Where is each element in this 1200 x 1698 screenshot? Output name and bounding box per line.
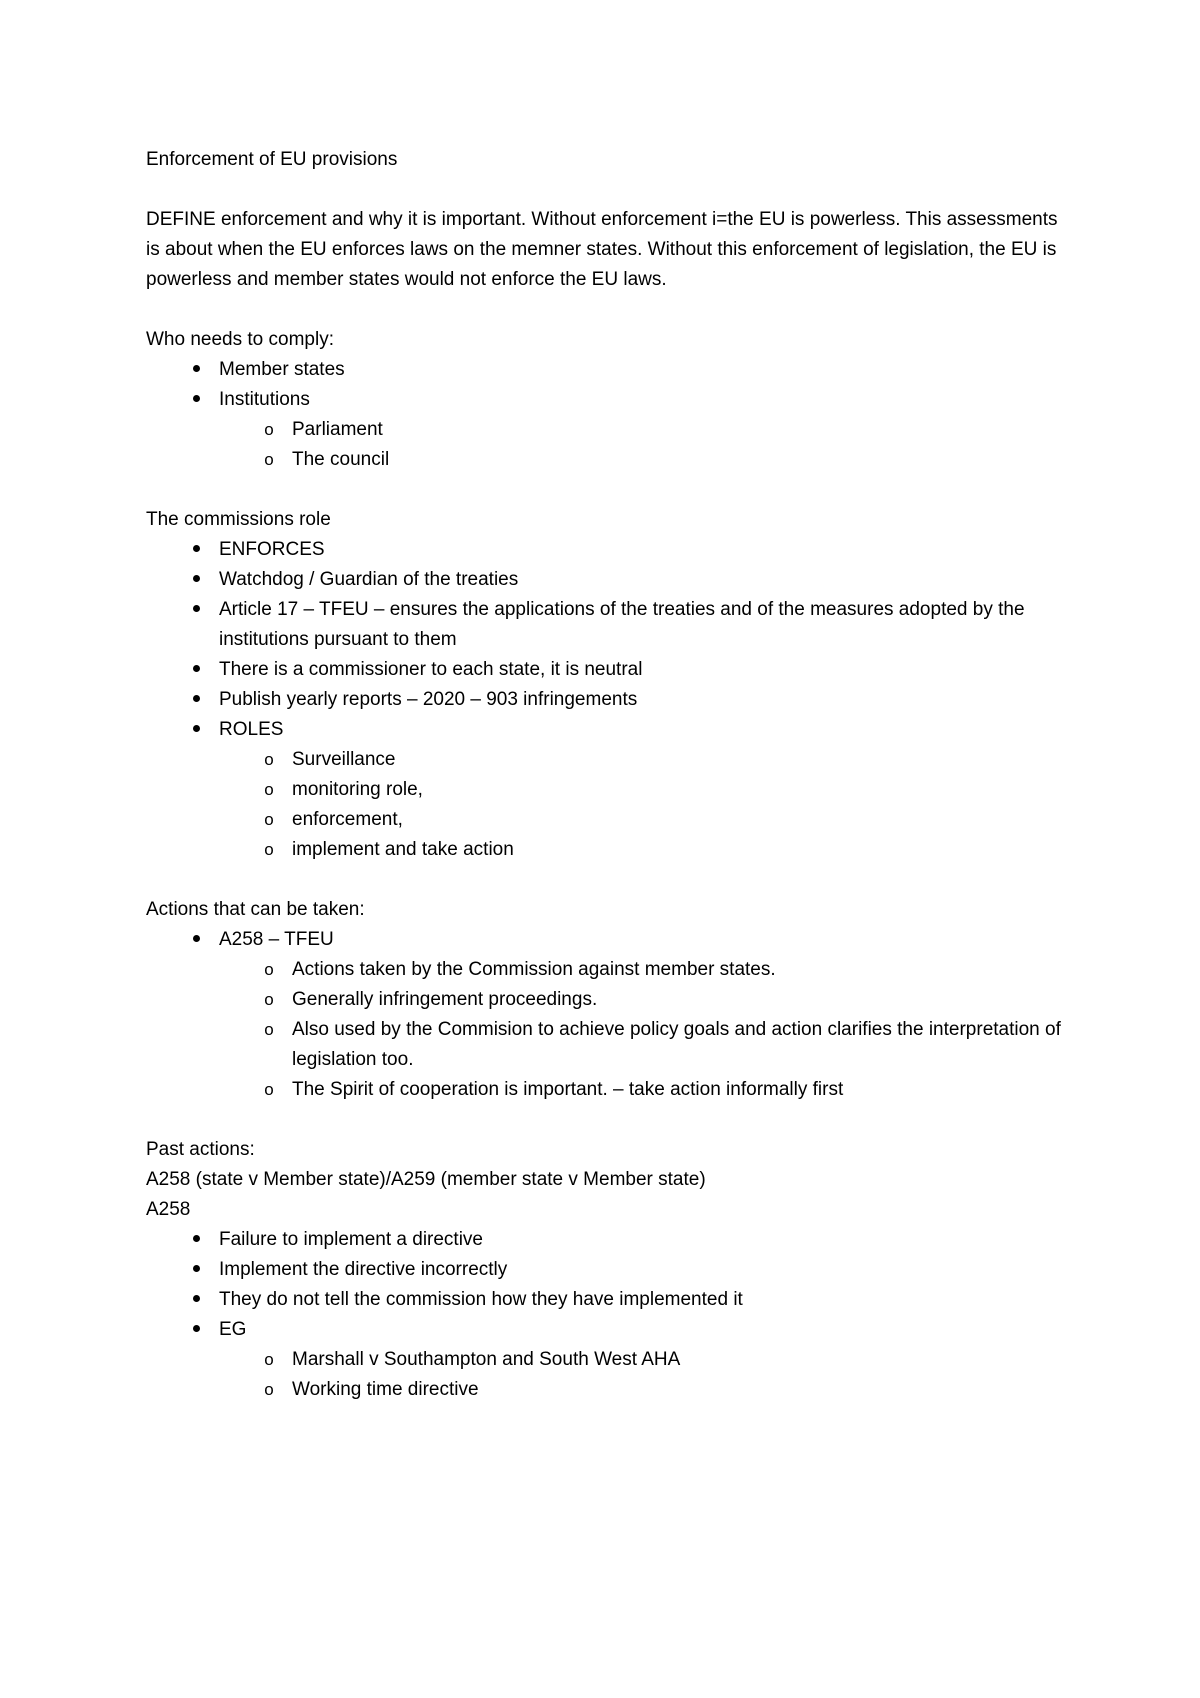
past-line-articles: A258 (state v Member state)/A259 (member state v Member state) [146, 1169, 706, 1190]
sub-list-item-text: Surveillance [292, 749, 396, 770]
sub-list-item-text: monitoring role, [292, 779, 423, 800]
sub-bullet-icon: o [264, 810, 274, 829]
sub-bullet-icon: o [264, 450, 274, 469]
sub-list-item [219, 445, 1066, 475]
list-item-text: Implement the directive incorrectly [219, 1259, 508, 1280]
sub-list-item-text: Also used by the Commision to achieve policy goals and action clarifies the interpretation of legislation too. [292, 1019, 1061, 1070]
bullet-icon [186, 355, 206, 385]
sub-bullet-icon: o [264, 1020, 274, 1039]
bullet-icon [186, 1315, 206, 1345]
sub-bullet-icon: o [264, 960, 274, 979]
list-item-text: A258 – TFEU [219, 929, 334, 950]
sub-bullet-icon: o [264, 1080, 274, 1099]
sub-list-item [219, 1075, 1066, 1105]
actions-list [146, 925, 1066, 1105]
sub-list-item-text: implement and take action [292, 839, 514, 860]
sub-list-item [219, 835, 1066, 865]
list-item [146, 655, 1066, 685]
list-item-text: Publish yearly reports – 2020 – 903 infringements [219, 689, 638, 710]
bullet-icon [186, 925, 206, 955]
sub-list-item [219, 955, 1066, 985]
list-item [146, 595, 1066, 655]
sub-list-item-text: The Spirit of cooperation is important. – take action informally first [292, 1079, 844, 1100]
sub-list [219, 1345, 1066, 1405]
bullet-icon [186, 385, 206, 415]
bullet-icon [186, 685, 206, 715]
sub-bullet-icon: o [264, 420, 274, 439]
bullet-icon [186, 715, 206, 745]
list-item-text: Failure to implement a directive [219, 1229, 483, 1250]
intro-paragraph: DEFINE enforcement and why it is important. Without enforcement i=the EU is powerless. This assessments is about when the EU enforces laws on the memner states. Without this enforcement of legislation, the EU is powerless and member states would not enforce the EU laws. [146, 209, 1058, 290]
past-line-a258: A258 [146, 1199, 191, 1220]
bullet-icon [186, 535, 206, 565]
sub-list-item-text: Parliament [292, 419, 383, 440]
sub-bullet-icon: o [264, 1380, 274, 1399]
list-item-text: ENFORCES [219, 539, 325, 560]
past-heading: Past actions: [146, 1139, 255, 1160]
list-item [146, 1285, 1066, 1315]
commission-heading: The commissions role [146, 509, 331, 530]
list-item-text: Article 17 – TFEU – ensures the applications of the treaties and of the measures adopted by the institutions pursuant to them [219, 599, 1025, 650]
list-item [146, 355, 1066, 385]
sub-list-item [219, 805, 1066, 835]
sub-list-item [219, 1015, 1066, 1075]
document-body [146, 145, 1066, 1405]
sub-bullet-icon: o [264, 750, 274, 769]
list-item-text: Watchdog / Guardian of the treaties [219, 569, 519, 590]
sub-bullet-icon: o [264, 990, 274, 1009]
sub-list-item-text: Working time directive [292, 1379, 479, 1400]
sub-list-item-text: Marshall v Southampton and South West AHA [292, 1349, 681, 1370]
sub-list-item [219, 1375, 1066, 1405]
bullet-icon [186, 565, 206, 595]
list-item-text: Institutions [219, 389, 310, 410]
bullet-icon [186, 655, 206, 685]
list-item-text: They do not tell the commission how they have implemented it [219, 1289, 743, 1310]
list-item [146, 565, 1066, 595]
bullet-icon [186, 595, 206, 625]
document-title: Enforcement of EU provisions [146, 149, 398, 170]
list-item-text: EG [219, 1319, 247, 1340]
sub-bullet-icon: o [264, 1350, 274, 1369]
sub-list [219, 745, 1066, 865]
sub-list [219, 415, 1066, 475]
list-item-text: ROLES [219, 719, 284, 740]
sub-list-item [219, 1345, 1066, 1375]
comply-list [146, 355, 1066, 475]
sub-bullet-icon: o [264, 780, 274, 799]
list-item [146, 1225, 1066, 1255]
sub-list-item [219, 415, 1066, 445]
list-item [146, 925, 1066, 1105]
comply-heading: Who needs to comply: [146, 329, 334, 350]
sub-list-item [219, 745, 1066, 775]
list-item [146, 715, 1066, 865]
list-item [146, 685, 1066, 715]
sub-list-item-text: Generally infringement proceedings. [292, 989, 598, 1010]
list-item-text: There is a commissioner to each state, it is neutral [219, 659, 643, 680]
sub-bullet-icon: o [264, 840, 274, 859]
sub-list [219, 955, 1066, 1105]
list-item [146, 385, 1066, 475]
list-item [146, 1255, 1066, 1285]
sub-list-item-text: The council [292, 449, 390, 470]
sub-list-item [219, 775, 1066, 805]
bullet-icon [186, 1225, 206, 1255]
past-list [146, 1225, 1066, 1405]
sub-list-item [219, 985, 1066, 1015]
commission-list [146, 535, 1066, 865]
actions-heading: Actions that can be taken: [146, 899, 365, 920]
list-item-text: Member states [219, 359, 345, 380]
sub-list-item-text: Actions taken by the Commission against member states. [292, 959, 776, 980]
list-item [146, 1315, 1066, 1405]
list-item [146, 535, 1066, 565]
sub-list-item-text: enforcement, [292, 809, 403, 830]
bullet-icon [186, 1285, 206, 1315]
bullet-icon [186, 1255, 206, 1285]
